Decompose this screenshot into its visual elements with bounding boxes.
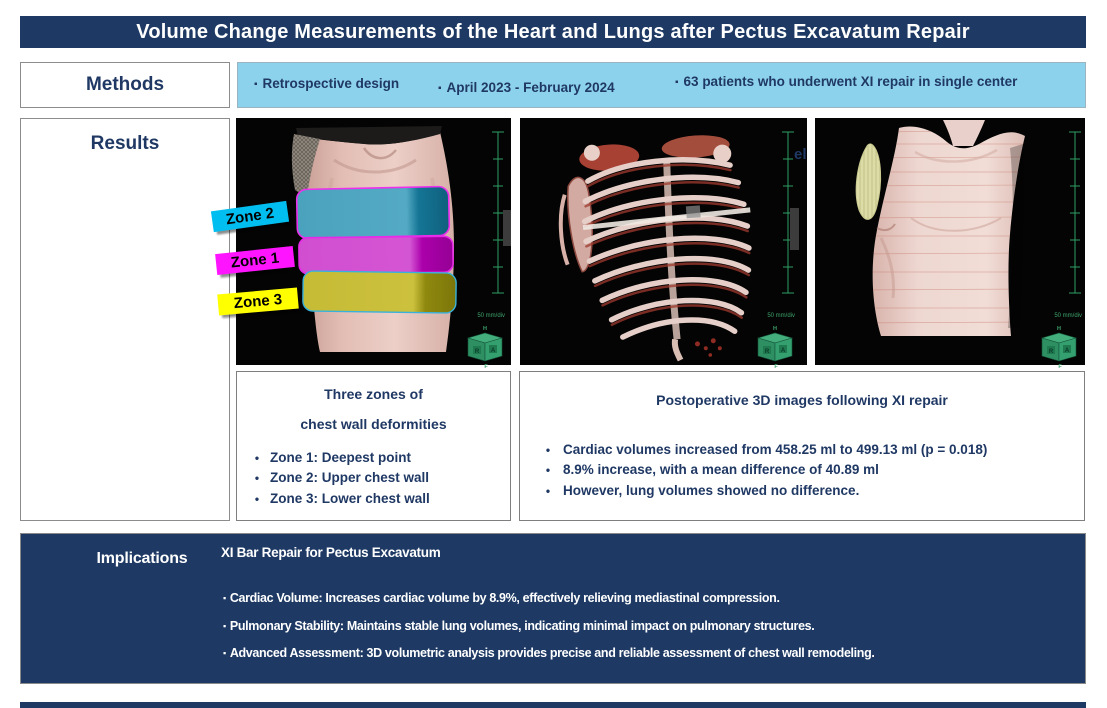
square-bullet-icon: ▪	[223, 593, 226, 603]
square-bullet-icon: ▪	[438, 83, 442, 94]
zones-panel-title-line2: chest wall deformities	[300, 416, 447, 432]
zones-bullet-list	[237, 448, 510, 509]
cube-axis-right: A	[780, 348, 786, 354]
scrollbar-thumb[interactable]	[503, 210, 511, 246]
cube-axis-top: H	[1057, 326, 1061, 332]
implications-section	[20, 533, 1086, 684]
postop-panel	[519, 371, 1085, 521]
methods-item-text: April 2023 - February 2024	[446, 80, 615, 95]
methods-summary-bar	[237, 62, 1086, 108]
scale-label: 50 mm/div	[767, 313, 795, 319]
postop-bullet-text: 8.9% increase, with a mean difference of 40.89 ml	[563, 462, 879, 478]
scale-label: 50 mm/div	[477, 313, 505, 319]
zone-3-band	[303, 271, 457, 313]
zone-bullet-text: Zone 3: Lower chest wall	[270, 490, 430, 506]
methods-item	[438, 80, 615, 95]
methods-item-text: 63 patients who underwent XI repair in single center	[683, 74, 1018, 89]
implications-bullet	[223, 619, 814, 633]
ribcage-render	[520, 118, 807, 370]
zone-2-band	[297, 186, 450, 238]
cube-axis-bottom: F	[484, 364, 488, 370]
zones-panel-title-line1: Three zones of	[324, 386, 423, 402]
implications-bullet-text: Advanced Assessment: 3D volumetric analysis provides precise and reliable assessment of chest wall remodeling.	[229, 646, 875, 660]
results-label: Results	[90, 133, 160, 154]
list-item	[250, 489, 510, 509]
list-item	[250, 468, 510, 488]
zone-2-tag-label: Zone 2	[224, 204, 276, 229]
dot-bullet-icon: •	[545, 443, 551, 457]
ribcage-3d-image	[520, 118, 807, 370]
list-item	[541, 460, 1084, 480]
list-item	[541, 440, 1084, 460]
dot-bullet-icon: •	[545, 463, 551, 478]
zones-torso-render	[236, 118, 511, 370]
zone-3-tag-label: Zone 3	[233, 290, 283, 313]
three-zones-3d-image	[236, 118, 511, 370]
zone-bullet-text: Zone 1: Deepest point	[270, 450, 412, 465]
postop-bullet-list	[520, 440, 1084, 501]
postop-torso-render	[815, 118, 1085, 370]
implications-label: Implications	[96, 550, 188, 567]
list-item	[541, 481, 1084, 501]
dot-bullet-icon: •	[254, 491, 260, 506]
cube-axis-left: R	[764, 349, 770, 355]
cube-axis-bottom: F	[774, 364, 778, 370]
implications-bullet	[223, 646, 875, 660]
page-title: Volume Change Measurements of the Heart and Lungs after Pectus Excavatum Repair	[136, 20, 970, 43]
dot-bullet-icon: •	[254, 451, 260, 465]
square-bullet-icon: ▪	[675, 77, 679, 88]
postop-bullet-text: However, lung volumes showed no difference.	[563, 482, 860, 498]
cube-axis-bottom: F	[1058, 364, 1062, 370]
square-bullet-icon: ▪	[223, 648, 226, 658]
square-bullet-icon: ▪	[254, 79, 258, 90]
postop-panel-title: Postoperative 3D images following XI repair	[656, 392, 948, 408]
square-bullet-icon: ▪	[223, 621, 226, 631]
methods-label: Methods	[85, 74, 165, 95]
cube-axis-right: A	[1064, 348, 1070, 354]
postop-bullet-text: Cardiac volumes increased from 458.25 ml to 499.13 ml (p = 0.018)	[563, 442, 988, 457]
methods-item	[675, 74, 1017, 89]
implications-bullet-text: Cardiac Volume: Increases cardiac volume by 8.9%, effectively relieving mediastinal compression.	[229, 591, 780, 605]
list-item	[250, 448, 510, 468]
occluded-text: el	[794, 146, 807, 163]
cube-axis-top: H	[773, 326, 777, 332]
implications-bullet-text: Pulmonary Stability: Maintains stable lung volumes, indicating minimal impact on pulmonary structures.	[229, 619, 815, 633]
methods-label-box	[20, 62, 230, 108]
methods-item	[254, 76, 399, 91]
results-label-box	[20, 118, 230, 521]
zones-panel	[236, 371, 511, 521]
implications-bullet	[223, 591, 780, 605]
zone-bullet-text: Zone 2: Upper chest wall	[270, 470, 430, 486]
postop-torso-3d-image	[815, 118, 1085, 370]
dot-bullet-icon: •	[254, 471, 260, 486]
cube-axis-right: A	[490, 348, 496, 354]
methods-item-text: Retrospective design	[262, 76, 400, 91]
scrollbar-thumb[interactable]	[790, 208, 799, 250]
zone-1-band	[299, 236, 453, 274]
next-section-strip	[20, 702, 1086, 708]
cube-axis-left: R	[1048, 349, 1054, 355]
cube-axis-left: R	[474, 349, 480, 355]
occluded-text-fragment	[794, 146, 814, 167]
implications-heading: XI Bar Repair for Pectus Excavatum	[221, 545, 441, 560]
cube-axis-top: H	[483, 326, 487, 332]
page-title-bar	[20, 16, 1086, 48]
dot-bullet-icon: •	[545, 483, 551, 498]
zone-1-tag-label: Zone 1	[230, 249, 280, 272]
bar-stabilizer	[686, 205, 701, 218]
scale-label: 50 mm/div	[1054, 313, 1082, 319]
